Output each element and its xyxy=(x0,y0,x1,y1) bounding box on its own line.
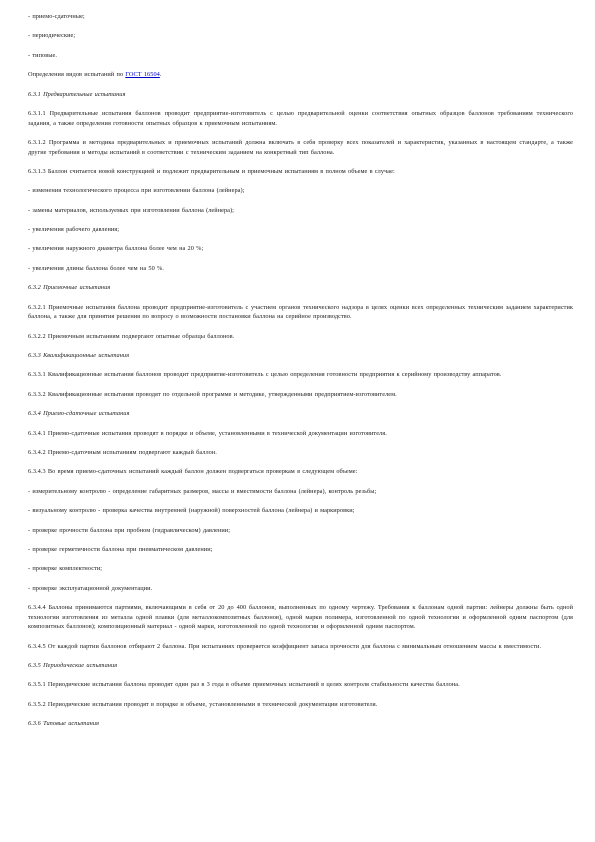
paragraph: 6.3.3.2 Квалификационные испытания проводят по отдельной программе и методике, утвержденными предприятием-изготовителем. xyxy=(28,390,397,398)
definitions-suffix: . xyxy=(159,71,162,79)
paragraph: 6.3.2.2 Приемочным испытаниям подвергают опытные образцы баллонов. xyxy=(28,332,235,340)
list-item: - периодические; xyxy=(28,32,76,40)
definitions-paragraph xyxy=(28,70,573,80)
list-item: - приемо-сдаточные; xyxy=(28,13,85,20)
list-item: - изменения технологического процесса при изготовлении баллона (лейнера); xyxy=(28,187,245,195)
list-item: - проверке прочности баллона при пробном (гидравлическом) давлении; xyxy=(28,526,231,534)
paragraph: 6.3.5.1 Периодические испытания баллона проводят один раз в 3 года в объеме приемочных испытаний в целях контроля стабильности качества баллона. xyxy=(28,681,460,689)
paragraph: 6.3.4.5 От каждой партии баллонов отбирают 2 баллона. При испытаниях проверяется коэффициент запаса прочности для баллона с минимальным отношением массы к вместимости. xyxy=(28,642,542,650)
definitions-prefix: Определения видов испытаний по xyxy=(28,71,126,79)
paragraph: 6.3.1.3 Баллон считается новой конструкцией и подлежит предварительным и приемочным испытаниям в полном объеме в случае: xyxy=(28,167,395,175)
paragraph: 6.3.5.2 Периодические испытания проводят в порядке и объеме, установленными в технической документации изготовителя. xyxy=(28,700,378,708)
list-item: - замены материалов, используемых при изготовлении баллона (лейнера); xyxy=(28,206,234,214)
paragraph: 6.3.4.2 Приемо-сдаточным испытаниям подвергают каждый баллон. xyxy=(28,448,217,456)
section-heading: 6.3.3 Квалификационные испытания xyxy=(28,352,130,360)
paragraph: 6.3.4.4 Баллоны принимаются партиями, включающими в себя от 20 до 400 баллонов, выполненных по одному чертежу. Требования к баллонам одной партии: лейнеры должны быть одной технологии изготовления из металла одной плавки (для металлокомпозитных баллонов), одной марки полимера, изготовленной по одной технологии и оформленной одним паспортом (для композитных баллонов); композиционный материал - одной марки, изготовленной по одной технологии и оформленной одним паспортом. xyxy=(28,604,573,631)
paragraph: 6.3.4.1 Приемо-сдаточные испытания проводят в порядке и объеме, установленными в технической документации изготовителя. xyxy=(28,429,387,437)
list-item: - проверке комплектности; xyxy=(28,565,103,573)
paragraph: 6.3.4.3 Во время приемо-сдаточных испытаний каждый баллон должен подвергаться проверкам в следующем объеме: xyxy=(28,468,358,476)
paragraph: 6.3.1.1 Предварительные испытания баллонов проводит предприятие-изготовитель с целью предварительной оценки соответствия опытных образцов баллонов требованиям технического задания, а также определения готовности опытных образцов к приемочным испытаниям. xyxy=(28,109,573,127)
list-item: - увеличения наружного диаметра баллона более чем на 20 %; xyxy=(28,245,204,253)
gost-16504-link[interactable]: ГОСТ 16504 xyxy=(125,71,160,79)
list-item: - увеличения длины баллона более чем на 50 %. xyxy=(28,264,164,272)
list-item: - проверке эксплуатационной документации. xyxy=(28,584,153,592)
list-item: - измерительному контролю - определение габаритных размеров, массы и вместимости баллона (лейнера), контроль резьбы; xyxy=(28,487,377,495)
list-item: - визуальному контролю - проверка качества внутренней (наружной) поверхностей баллона (лейнера) и маркировки; xyxy=(28,507,355,515)
list-item: - проверке герметичности баллона при пневматическом давлении; xyxy=(28,545,213,553)
section-heading: 6.3.6 Типовые испытания xyxy=(28,720,100,728)
paragraph: 6.3.1.2 Программа и методика предварительных и приемочных испытаний должна включать в себя проверку всех показателей и характеристик, указанных в настоящем стандарте, а также другие требования и методы испытаний в соответствии с техническим заданием на конкретный тип баллона. xyxy=(28,138,573,156)
paragraph: 6.3.3.1 Квалификационные испытания баллонов проводит предприятие-изготовитель с целью определения готовности предприятия к серийному производству аппаратов. xyxy=(28,371,502,379)
section-heading: 6.3.4 Приемо-сдаточные испытания xyxy=(28,410,130,418)
section-heading: 6.3.1 Предварительные испытания xyxy=(28,90,126,98)
paragraph: 6.3.2.1 Приемочные испытания баллона проводит предприятие-изготовитель с участием органов технического надзора в целях оценки всех определенных техническим заданием характеристик баллона, а также для принятия решения по вопросу о возможности постановки баллона на серийное производство. xyxy=(28,303,573,321)
list-item: - увеличения рабочего давления; xyxy=(28,226,120,234)
list-item: - типовые. xyxy=(28,51,57,59)
document-page xyxy=(28,12,573,739)
section-heading: 6.3.5 Периодические испытания xyxy=(28,662,118,670)
section-heading: 6.3.2 Приемочные испытания xyxy=(28,284,111,292)
